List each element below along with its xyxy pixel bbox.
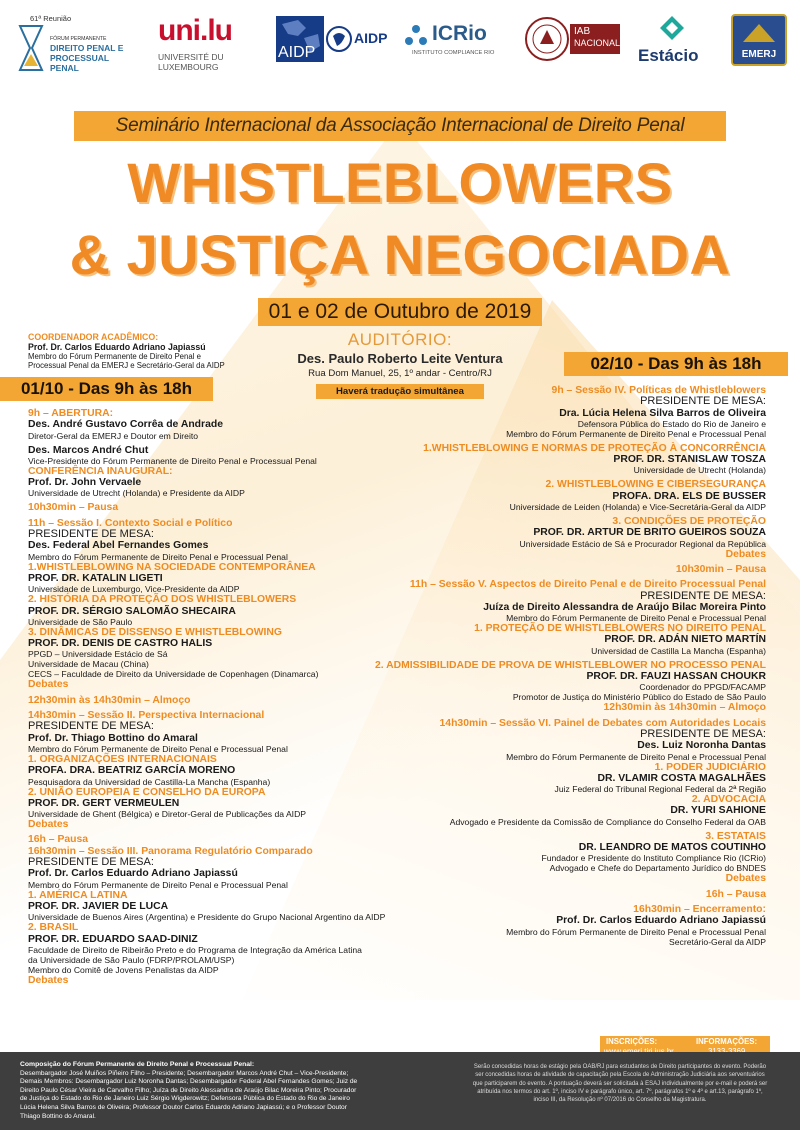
day1-line: 10h30min – Pausa <box>28 502 119 514</box>
day1-line: Universidade de Macau (China) <box>28 659 149 670</box>
day2-line: 1. PODER JUDICIÁRIO <box>654 761 766 773</box>
day1-line: Des. Marcos André Chut <box>28 444 149 456</box>
day2-line: Promotor de Justiça do Ministério Público do Estado de São Paulo <box>512 692 766 703</box>
aidp-box-text: AIDP <box>278 44 316 61</box>
day2-line: Juíza de Direito Alessandra de Araújo Bilac Moreira Pinto <box>483 601 766 613</box>
day1-line: Diretor-Geral da EMERJ e Doutor em Direito <box>28 430 199 441</box>
day1-line: PRESIDENTE DE MESA: <box>28 720 154 733</box>
day2-line: PROF. DR. FAUZI HASSAN CHOUKR <box>586 671 766 683</box>
day2-line: 3. CONDIÇÕES DE PROTEÇÃO <box>612 516 766 528</box>
day1-line: 3. DINÂMICAS DE DISSENSO E WHISTLEBLOWING <box>28 626 283 638</box>
day2-line: PROF. DR. ARTUR DE BRITO GUEIROS SOUZA <box>533 527 766 539</box>
day1-line: 12h30min às 14h30min – Almoço <box>28 694 191 706</box>
unilu-logo-line1: UNIVERSITÉ DU <box>158 52 224 62</box>
auditorium-label: AUDITÓRIO: <box>347 330 453 349</box>
day1-line: 1. AMÉRICA LATINA <box>28 889 128 901</box>
estacio-logo <box>638 14 708 66</box>
day1-line: Membro do Fórum Permanente de Direito Penal e Processual Penal <box>28 551 288 562</box>
day2-line: Debates <box>725 548 766 560</box>
forum-logo-line3: PROCESSUAL PENAL <box>50 53 109 73</box>
day1-line: Des. André Gustavo Corrêa de Andrade <box>28 419 223 431</box>
iab-seal-icon <box>524 16 570 62</box>
registration-label: INSCRIÇÕES: <box>606 1037 658 1046</box>
day1-line: 16h – Pausa <box>28 834 89 846</box>
day1-line: Membro do Fórum Permanente de Direito Penal e Processual Penal <box>28 879 288 890</box>
day2-line: Universidade de Leiden (Holanda) e Vice-Secretária-Geral da AIDP <box>509 502 766 513</box>
day1-line: Universidade de São Paulo <box>28 616 133 627</box>
coordinator-name: Prof. Dr. Carlos Eduardo Adriano Japiassú <box>28 342 206 352</box>
day2-line: Advogado e Presidente da Comissão de Compliance do Conselho Federal da OAB <box>449 816 766 827</box>
day2-line: Membro do Fórum Permanente de Direito Penal e Processual Penal <box>506 926 766 937</box>
day2-line: Universidade de Utrecht (Holanda) <box>633 465 766 476</box>
day1-line: 9h – ABERTURA: <box>28 408 114 419</box>
unilu-logo-name: uni.lu <box>158 14 232 47</box>
day2-line: Universidad de Castilla La Mancha (Espanha) <box>591 645 766 656</box>
day1-line: Pesquisadora da Universidad de Castilla-La Mancha (Espanha) <box>28 776 271 787</box>
day1-line: 11h – Sessão I. Contexto Social e Político <box>28 517 233 529</box>
forum-logo <box>18 14 138 74</box>
emerj-logo <box>731 14 787 66</box>
day2-line: 9h – Sessão IV. Políticas de Whistleblowers <box>551 385 766 396</box>
iab-line1: IAB <box>574 26 591 37</box>
estacio-logo-name: Estácio <box>638 46 699 65</box>
day2-header: 02/10 - Das 9h às 18h <box>564 352 788 376</box>
coordinator-block <box>28 332 225 370</box>
credit-notes: Serão concedidas horas de estágio pela OAB/RJ para estudantes de Direito participantes do evento. Poderão ser concedidas horas de atividade de capacitação pela Escola de Administração Judiciária aos serventuários que participarem do evento. A pontuação deverá ser solicitada à ESAJ individualmente por e-mail e poderá ser atribuída nos termos do art. 1º, inciso IV e parágrafo único, art. 7º, parágrafos 1º e 4º e art.13, parágrafo 1º, inciso III, da Resolução nº 07/2016 do Conselho da Magistratura. <box>472 1064 768 1104</box>
day1-line: Faculdade de Direito de Ribeirão Preto e do Programa de Integração da América Latina <box>28 944 362 955</box>
icrio-logo <box>404 22 514 62</box>
coordinator-desc-2: Processual Penal da EMERJ e Secretário-Geral da AIDP <box>28 361 225 370</box>
day1-line: Membro do Comitê de Jovens Penalistas da AIDP <box>28 964 219 975</box>
iab-logo <box>524 16 624 64</box>
day2-line: PRESIDENTE DE MESA: <box>640 395 766 408</box>
day1-line: Universidade de Luxemburgo, Vice-Presidente da AIDP <box>28 584 240 595</box>
day2-line: Juiz Federal do Tribunal Regional Federal da 2ª Região <box>554 784 766 795</box>
day1-header: 01/10 - Das 9h às 18h <box>0 377 213 401</box>
day2-line: PRESIDENTE DE MESA: <box>640 727 766 740</box>
translation-badge: Haverá tradução simultânea <box>316 384 484 399</box>
day2-line: 12h30min às 14h30min – Almoço <box>603 702 766 714</box>
title-line-2: & JUSTIÇA NEGOCIADA <box>69 223 731 286</box>
unilu-logo-line2: LUXEMBOURG <box>158 62 219 72</box>
day2-line: Coordenador do PPGD/FACAMP <box>639 682 766 693</box>
forum-logo-line1: FÓRUM PERMANENTE <box>50 36 107 42</box>
day2-line: 1.WHISTLEBLOWING E NORMAS DE PROTEÇÃO À CONCORRÊNCIA <box>423 442 766 454</box>
day2-line: Prof. Dr. Carlos Eduardo Adriano Japiassú <box>556 915 766 927</box>
day1-line: 2. HISTÓRIA DA PROTEÇÃO DOS WHISTLEBLOWERS <box>28 594 297 606</box>
day2-line: Membro do Fórum Permanente de Direito Penal e Processual Penal <box>506 751 766 762</box>
day1-line: 2. UNIÃO EUROPEIA E CONSELHO DA EUROPA <box>28 786 266 798</box>
day2-line: Membro do Fórum Permanente de Direito Penal e Processual Penal <box>506 613 766 624</box>
auditorium-name: Des. Paulo Roberto Leite Ventura <box>297 351 503 366</box>
day2-line: PROF. DR. ADÁN NIETO MARTÍN <box>604 634 766 646</box>
aidp-logo-text: AIDP <box>354 30 388 46</box>
day2-line: Debates <box>725 873 766 885</box>
day1-line: PROF. DR. JAVIER DE LUCA <box>28 900 169 912</box>
emerj-crest-icon <box>739 20 779 46</box>
emerj-logo-name: EMERJ <box>741 49 777 60</box>
forum-composition <box>20 1061 365 1121</box>
day2-line: PROFA. DRA. ELS DE BUSSER <box>612 490 766 502</box>
day1-line: Debates <box>28 679 69 691</box>
day1-line: PRESIDENTE DE MESA: <box>28 528 154 541</box>
day2-line: PRESIDENTE DE MESA: <box>640 589 766 602</box>
day2-line: 2. ADVOCACIA <box>691 794 766 806</box>
day1-line: Debates <box>28 974 69 986</box>
day1-line: 2. BRASIL <box>28 922 79 934</box>
day1-line: Membro do Fórum Permanente de Direito Penal e Processual Penal <box>28 743 288 754</box>
day1-line: PROFA. DRA. BEATRIZ GARCÍA MORENO <box>28 765 236 777</box>
aidp-logo <box>276 16 396 64</box>
icrio-mark-icon <box>404 24 428 48</box>
day1-line: 1. ORGANIZAÇÕES INTERNACIONAIS <box>28 753 217 765</box>
day2-line: DR. YURI SAHIONE <box>670 805 766 817</box>
day2-line: 2. WHISTLEBLOWING E CIBERSEGURANÇA <box>545 479 766 491</box>
day1-line: da Universidade de São Paulo (FDRP/PROLAM/USP) <box>28 954 235 965</box>
day2-line: 2. ADMISSIBILIDADE DE PROVA DE WHISTLEBLOWER NO PROCESSO PENAL <box>374 659 766 671</box>
day1-line: CECS – Faculdade de Direito da Universidade de Copenhagen (Dinamarca) <box>28 669 319 680</box>
coordinator-desc-1: Membro do Fórum Permanente de Direito Penal e <box>28 352 201 361</box>
day2-line: Fundador e Presidente do Instituto Compliance Rio (ICRio) <box>541 853 766 864</box>
coordinator-label: COORDENADOR ACADÊMICO: <box>28 332 159 342</box>
estacio-mark-icon <box>658 14 686 42</box>
day2-line: 1. PROTEÇÃO DE WHISTLEBLOWERS NO DIREITO PENAL <box>474 623 766 635</box>
day1-line: 1.WHISTLEBLOWING NA SOCIEDADE CONTEMPORÂNEA <box>28 561 316 573</box>
day1-line: PPGD – Universidade Estácio de Sá <box>28 649 168 660</box>
day2-line: 14h30min – Sessão VI. Painel de Debates com Autoridades Locais <box>439 717 766 729</box>
day2-line: 16h30min – Encerramento: <box>633 903 766 915</box>
day1-line: PROF. DR. DENIS DE CASTRO HALIS <box>28 638 213 650</box>
day2-line: Membro do Fórum Permanente de Direito Penal e Processual Penal <box>506 428 766 439</box>
logo-bar <box>0 0 800 95</box>
iab-line2: NACIONAL <box>574 38 621 48</box>
day1-line: PRESIDENTE DE MESA: <box>28 856 154 869</box>
day2-line: DR. VLAMIR COSTA MAGALHÃES <box>597 772 766 784</box>
day1-line: Des. Federal Abel Fernandes Gomes <box>28 540 209 552</box>
event-date: 01 e 02 de Outubro de 2019 <box>258 298 542 326</box>
day2-line: Des. Luiz Noronha Dantas <box>637 740 766 752</box>
day2-line: Secretário-Geral da AIDP <box>669 936 766 947</box>
day1-line: 16h30min – Sessão III. Panorama Regulatório Comparado <box>28 845 313 857</box>
icrio-logo-sub: INSTITUTO COMPLIANCE RIO <box>412 50 495 56</box>
day1-line: Prof. Dr. John Vervaele <box>28 477 142 489</box>
icrio-logo-name: ICRio <box>432 22 487 45</box>
day1-line: Debates <box>28 819 69 831</box>
day1-line: PROF. DR. KATALIN LIGETI <box>28 572 163 584</box>
auditorium-address: Rua Dom Manuel, 25, 1º andar - Centro/RJ <box>308 368 492 379</box>
day1-line: 14h30min – Sessão II. Perspectiva Internacional <box>28 710 265 722</box>
unilu-logo <box>158 14 238 74</box>
day1-line: PROF. DR. SÉRGIO SALOMÃO SHECAIRA <box>28 605 236 617</box>
title-line-1: WHISTLEBLOWERS <box>127 151 673 214</box>
day1-line: Prof. Dr. Carlos Eduardo Adriano Japiassú <box>28 868 238 880</box>
day2-line: 11h – Sessão V. Aspectos de Direito Penal e de Direito Processual Penal <box>409 579 766 591</box>
forum-logo-line2: DIREITO PENAL E <box>50 43 124 53</box>
iab-box <box>570 24 620 54</box>
day1-line: Universidade de Ghent (Bélgica) e Diretor-Geral de Publicações da AIDP <box>28 809 307 820</box>
composition-text: Desembargador José Muiños Piñeiro Filho – Presidente; Desembargador Marcos André Chut – Vice-Presidente; Demais Membros: Desembargador Luiz Noronha Dantas; Desembargador Federal Abel Fernandes Gomes; Juiz de Direito Paulo César Vieira de Carvalho Filho; Juíza de Direito Alessandra de Araújo Bilac Moreira Pinto; Procurador de Justiça do Estado do Rio de Janeiro Luiz Sérgio Wigderowitz; Defensora Pública do Estado do Rio de Janeiro Lúcia Helena Silva Barros de Oliveira; Professor Doutor Carlos Eduardo Adriano Japiassú; e o Professor Doutor Thiago Bottino do Amaral. <box>20 1069 358 1120</box>
day2-line: Universidade Estácio de Sá e Procurador Regional da República <box>519 538 766 549</box>
day2-line: DR. LEANDRO DE MATOS COUTINHO <box>578 842 766 854</box>
day1-line: CONFERÊNCIA INAUGURAL: <box>28 465 173 477</box>
day1-line: Prof. Dr. Thiago Bottino do Amaral <box>28 732 198 744</box>
day2-schedule <box>306 385 766 947</box>
event-ribbon: Seminário Internacional da Associação Internacional de Direito Penal <box>74 111 726 141</box>
day2-line: PROF. DR. STANISLAW TOSZA <box>613 454 766 466</box>
aidp-seal-icon <box>326 26 352 52</box>
day2-line: Advogado e Chefe do Departamento Jurídico do BNDES <box>549 863 766 874</box>
info-label: INFORMAÇÕES: <box>696 1037 758 1046</box>
forum-logo-number: 61ª Reunião <box>30 14 72 23</box>
hourglass-icon <box>18 24 44 72</box>
day2-line: 3. ESTATAIS <box>705 830 766 842</box>
aidp-box <box>276 16 324 62</box>
composition-title: Composição do Fórum Permanente de Direito Penal e Processual Penal: <box>20 1061 255 1068</box>
day2-line: 16h – Pausa <box>705 888 766 900</box>
day2-line: 10h30min – Pausa <box>675 563 766 575</box>
day1-line: Universidade de Buenos Aires (Argentina) e Presidente do Grupo Nacional Argentino da AIDP <box>28 912 386 923</box>
day1-line: PROF. DR. EDUARDO SAAD-DINIZ <box>28 933 198 945</box>
day2-line: Dra. Lúcia Helena Silva Barros de Oliveira <box>559 407 766 419</box>
day2-line: Defensora Pública do Estado do Rio de Janeiro e <box>577 418 766 429</box>
day1-line: Universidade de Utrecht (Holanda) e Presidente da AIDP <box>28 488 245 499</box>
day1-line: Vice-Presidente do Fórum Permanente de Direito Penal e Processual Penal <box>28 455 317 466</box>
day1-line: PROF. DR. GERT VERMEULEN <box>28 797 180 809</box>
